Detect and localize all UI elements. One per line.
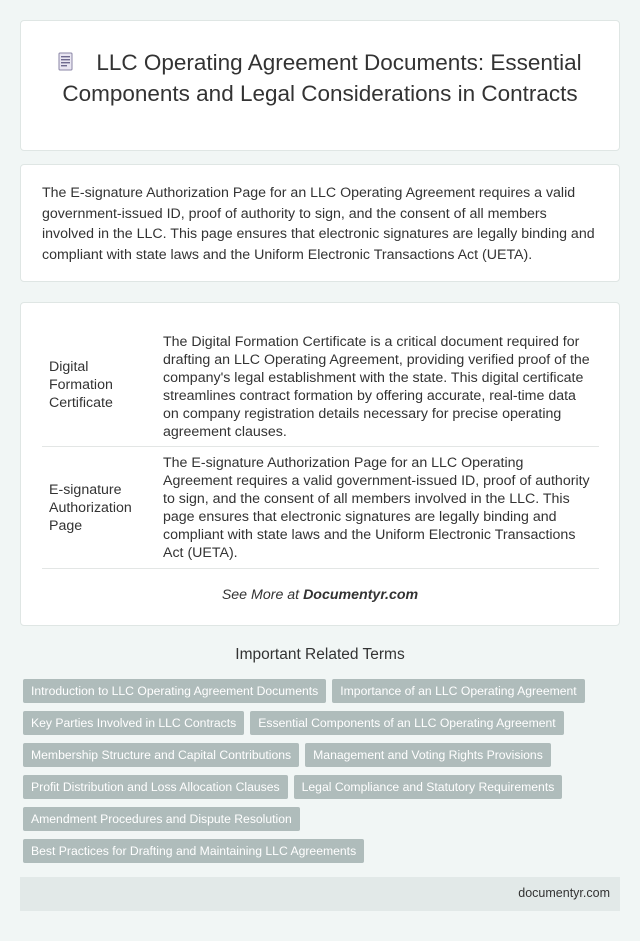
see-more-link[interactable]: Documentyr.com: [303, 587, 419, 603]
related-terms-list: [23, 679, 603, 871]
related-term-tag[interactable]: Legal Compliance and Statutory Requirements: [294, 775, 563, 799]
related-term-tag[interactable]: Importance of an LLC Operating Agreement: [332, 679, 584, 703]
footer-site-link[interactable]: documentyr.com: [518, 886, 610, 900]
table-row: [42, 447, 599, 569]
document-term: Digital Formation Certificate: [42, 324, 163, 447]
page-title: [21, 21, 619, 109]
related-term-tag[interactable]: Management and Voting Rights Provisions: [305, 743, 551, 767]
document-term: E-signature Authorization Page: [42, 447, 163, 569]
see-more-line: [21, 587, 619, 603]
summary-text: The E-signature Authorization Page for an LLC Operating Agreement requires a valid government-issued ID, proof of authority to sign, and the consent of all members involved in the LLC. This page ensures that electronic signatures are legally binding and compliant with state laws and the Uniform Electronic Transactions Act (UETA).: [42, 185, 595, 263]
related-term-tag[interactable]: Best Practices for Drafting and Maintaining LLC Agreements: [23, 839, 364, 863]
footer: [20, 877, 620, 911]
page-title-text: LLC Operating Agreement Documents: Essential Components and Legal Considerations in Contracts: [62, 50, 582, 106]
document-icon: [58, 52, 74, 72]
table-row: [42, 324, 599, 447]
related-term-tag[interactable]: Profit Distribution and Loss Allocation Clauses: [23, 775, 288, 799]
related-term-tag[interactable]: Introduction to LLC Operating Agreement Documents: [23, 679, 326, 703]
documents-table: [42, 324, 599, 569]
related-term-tag[interactable]: Key Parties Involved in LLC Contracts: [23, 711, 244, 735]
related-terms-heading: Important Related Terms: [235, 646, 405, 663]
related-term-tag[interactable]: Amendment Procedures and Dispute Resolution: [23, 807, 300, 831]
related-term-tag[interactable]: Membership Structure and Capital Contributions: [23, 743, 299, 767]
document-description: The E-signature Authorization Page for an LLC Operating Agreement requires a valid government-issued ID, proof of authority to sign, and the consent of all members involved in the LLC. This page ensures that electronic signatures are legally binding and compliant with state laws and the Uniform Electronic Transactions Act (UETA).: [163, 447, 599, 569]
related-term-tag[interactable]: Essential Components of an LLC Operating Agreement: [250, 711, 563, 735]
summary-card: [20, 164, 620, 282]
see-more-prefix: See More at: [221, 587, 304, 603]
document-description: The Digital Formation Certificate is a critical document required for drafting an LLC Operating Agreement, providing verified proof of the company's legal establishment with the state. This digital certificate streamlines contract formation by offering accurate, real-time data on company registration details necessary for precise operating agreement clauses.: [163, 324, 599, 447]
title-card: [20, 20, 620, 151]
documents-table-card: [20, 302, 620, 626]
